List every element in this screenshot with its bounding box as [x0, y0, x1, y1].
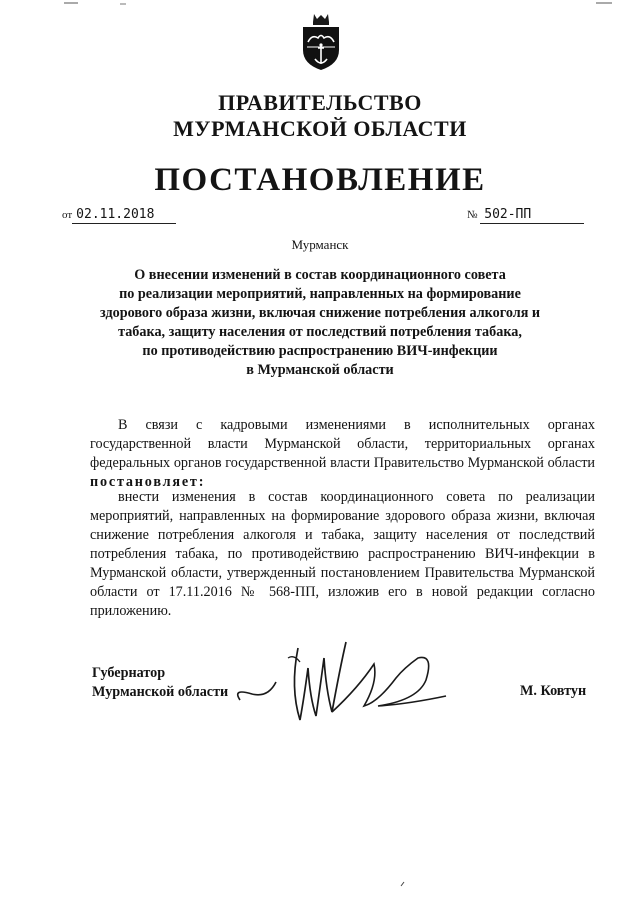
organization-name-line2: МУРМАНСКОЙ ОБЛАСТИ	[173, 116, 467, 141]
organization-name-line1: ПРАВИТЕЛЬСТВО	[218, 90, 422, 115]
signatory-name: М. Ковтун	[520, 683, 587, 699]
resolution-paragraph	[90, 488, 595, 621]
city-name: Мурманск	[291, 237, 349, 252]
signatory-title-line2: Мурманской области	[92, 684, 229, 700]
resolution-text: внести изменения в состав координационного совета по реализации мероприятий, направленных на формирование здорового образа жизни, включая снижение потребления алкоголя и табака, защиту населения от последствий потребления табака, по противодействию распространению ВИЧ-инфекции в Мурманской области, утвержденный постановлением Правительства Мурманской области от 17.11.2016 № 568-ПП, изложив его в новой редакции согласно приложению.	[90, 489, 595, 619]
number-prefix: №	[467, 209, 478, 221]
number-value: 502-ПП	[480, 207, 584, 224]
coat-of-arms-emblem	[300, 12, 342, 72]
date-prefix: от	[62, 209, 73, 221]
title-line: в Мурманской области	[246, 362, 394, 378]
title-line: по реализации мероприятий, направленных на формирование	[119, 286, 521, 302]
title-line: О внесении изменений в состав координационного совета	[134, 267, 506, 283]
signatory-title	[92, 664, 228, 702]
title-line: здорового образа жизни, включая снижение потребления алкоголя и	[100, 305, 541, 321]
preamble-paragraph	[90, 416, 595, 492]
preamble-text: В связи с кадровыми изменениями в исполнительных органах государственной власти Мурманской области, территориальных органах федеральных органов государственной власти Правительство Мурманской области	[90, 417, 595, 471]
date-value: 02.11.2018	[72, 207, 176, 224]
title-line: по противодействию распространению ВИЧ-инфекции	[142, 343, 498, 359]
scan-speck	[399, 880, 407, 888]
handwritten-signature	[228, 628, 458, 728]
signatory-title-line1: Губернатор	[92, 665, 166, 681]
document-title	[100, 266, 540, 380]
title-line: табака, защиту населения от последствий потребления табака,	[118, 324, 522, 340]
document-type-heading: ПОСТАНОВЛЕНИЕ	[154, 162, 486, 198]
document-date	[62, 207, 176, 224]
resolve-word: постановляет:	[90, 474, 206, 490]
document-number	[467, 207, 584, 224]
